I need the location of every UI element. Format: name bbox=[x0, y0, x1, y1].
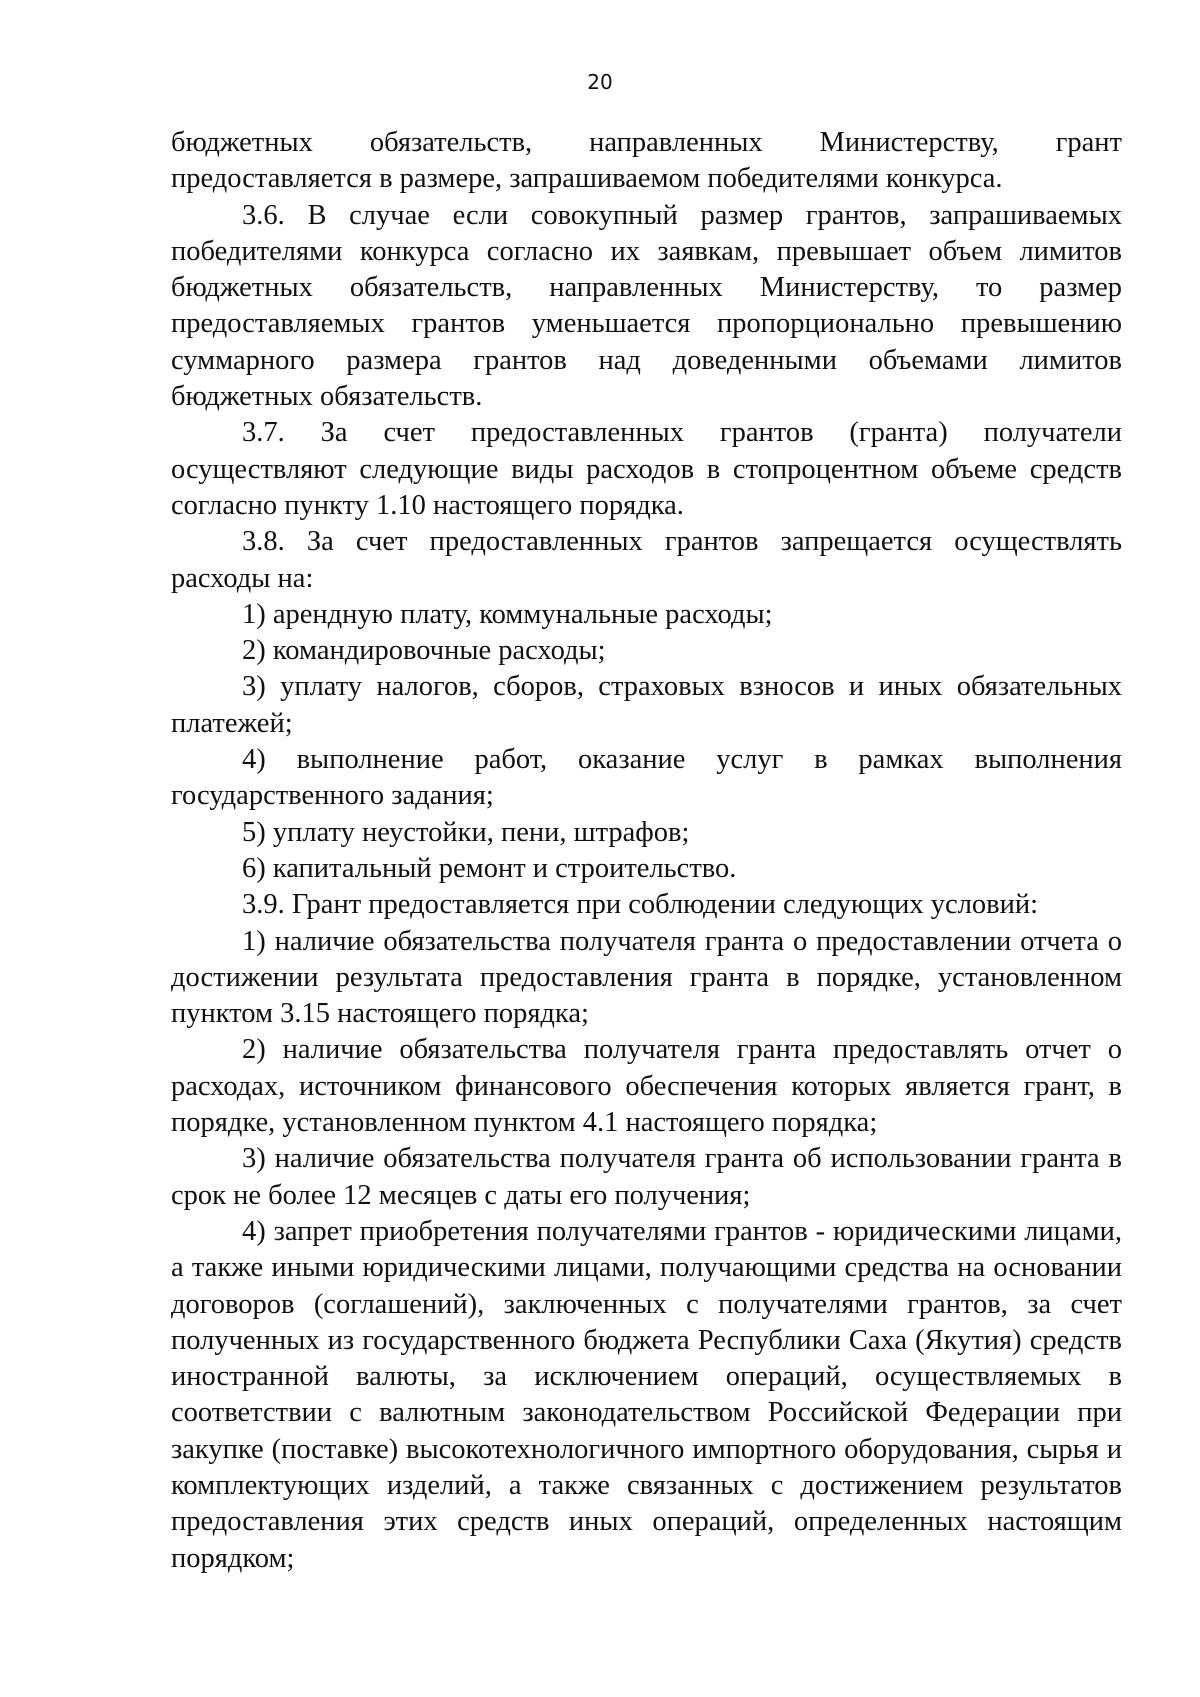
list-item-3-8-2: 2) командировочные расходы; bbox=[242, 635, 606, 667]
list-item-3-9-4: 4) запрет приобретения получателями грантов - юридическими лицами, а также иными юридическими лицами, получающими средства на основании договоров (соглашений), заключенных с получателями грантов, за счет полученных из государственного бюджета Республики Саха (Якутия) средств иностранной валюты, за исключением операций, осуществляемых в соответствии с валютным законодательством Российской Федерации при закупке (поставке) высокотехнологичного импортного оборудования, сырья и комплектующих изделий, а также связанных с достижением результатов предоставления этих средств иных операций, определенных настоящим порядком; bbox=[171, 1215, 1122, 1574]
paragraph-3-8: 3.8. За счет предоставленных грантов запрещается осуществлять расходы на: bbox=[171, 526, 1122, 594]
list-item-3-8-1: 1) арендную плату, коммунальные расходы; bbox=[242, 598, 773, 630]
list-item-3-8-6: 6) капитальный ремонт и строительство. bbox=[242, 852, 737, 884]
document-body bbox=[171, 125, 1122, 1577]
list-item-3-9-3: 3) наличие обязательства получателя гранта об использовании гранта в срок не более 12 месяцев с даты его получения; bbox=[171, 1143, 1122, 1211]
paragraph-3-6: 3.6. В случае если совокупный размер грантов, запрашиваемых победителями конкурса согласно их заявкам, превышает объем лимитов бюджетных обязательств, направленных Министерству, то размер предоставляемых грантов уменьшается пропорционально превышению суммарного размера грантов над доведенными объемами лимитов бюджетных обязательств. bbox=[171, 199, 1122, 413]
paragraph-3-9: 3.9. Грант предоставляется при соблюдении следующих условий: bbox=[242, 889, 1039, 921]
list-item-3-9-2: 2) наличие обязательства получателя гранта предоставлять отчет о расходах, источником финансового обеспечения которых является грант, в порядке, установленном пунктом 4.1 настоящего порядка; bbox=[171, 1034, 1122, 1139]
list-item-3-8-4: 4) выполнение работ, оказание услуг в рамках выполнения государственного задания; bbox=[171, 744, 1122, 812]
list-item-3-8-5: 5) уплату неустойки, пени, штрафов; bbox=[242, 816, 690, 848]
paragraph-3-7: 3.7. За счет предоставленных грантов (гранта) получатели осуществляют следующие виды расходов в стопроцентном объеме средств согласно пункту 1.10 настоящего порядка. bbox=[171, 417, 1122, 521]
list-item-3-9-1: 1) наличие обязательства получателя гранта о предоставлении отчета о достижении результата предоставления гранта в порядке, установленном пунктом 3.15 настоящего порядка; bbox=[171, 925, 1122, 1030]
list-item-3-8-3: 3) уплату налогов, сборов, страховых взносов и иных обязательных платежей; bbox=[171, 671, 1122, 739]
page-number: 20 bbox=[587, 70, 613, 94]
paragraph-continuation: бюджетных обязательств, направленных Министерству, грант предоставляется в размере, запрашиваемом победителями конкурса. bbox=[171, 127, 1122, 195]
